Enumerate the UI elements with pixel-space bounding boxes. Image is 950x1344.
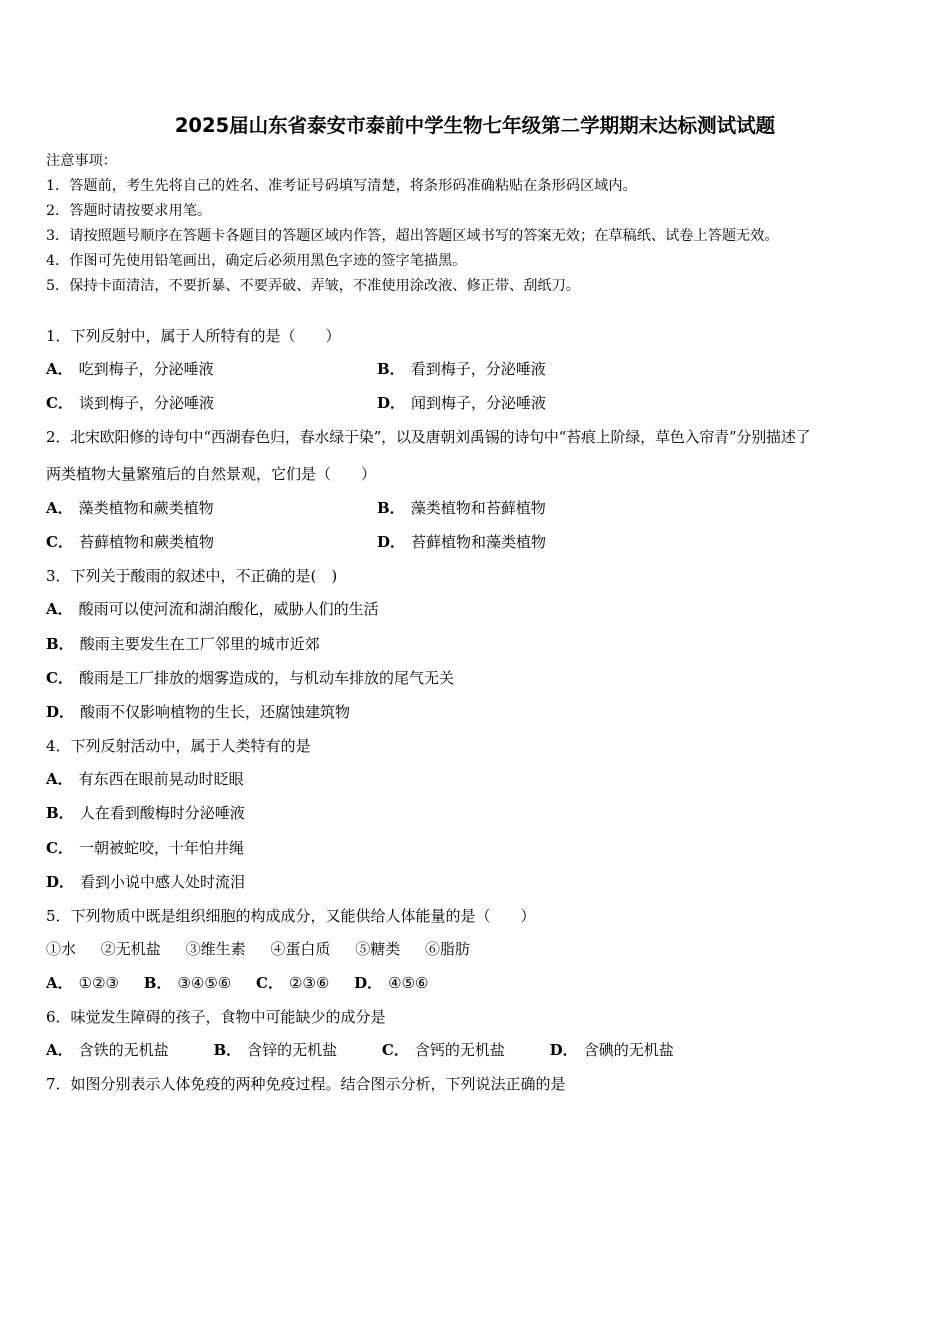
substance-item: ⑥脂肪	[424, 940, 470, 958]
question-stem: 5．下列物质中既是组织细胞的构成成分，又能供给人体能量的是（ ）	[46, 907, 536, 925]
option-d: D． 苔藓植物和藻类植物	[377, 533, 547, 551]
option-b: B． ③④⑤⑥	[143, 974, 232, 992]
option-c: C． 一朝被蛇咬，十年怕井绳	[46, 839, 244, 857]
notice-heading: 注意事项：	[46, 153, 117, 169]
substance-item: ②无机盐	[100, 940, 161, 958]
question-stem: 3．下列关于酸雨的叙述中，不正确的是( )	[46, 567, 338, 585]
question-stem: 6．味觉发生障碍的孩子，食物中可能缺少的成分是	[46, 1008, 386, 1026]
question-stem: 2．北宋欧阳修的诗句中“西湖春色归，春水绿于染”，以及唐朝刘禹锡的诗句中“苔痕上阶绿，草色入帘青”分别描述了	[46, 428, 811, 446]
option-a: A． 含铁的无机盐	[46, 1041, 169, 1059]
option-a: A． 有东西在眼前晃动时眨眼	[46, 770, 244, 788]
substance-item: ⑤糖类	[355, 940, 401, 958]
option-d: D． 闻到梅子，分泌唾液	[377, 394, 547, 412]
option-a: A． 吃到梅子，分泌唾液	[46, 360, 214, 378]
option-c: C． 谈到梅子，分泌唾液	[46, 394, 214, 412]
option-d: D． 看到小说中感人处时流泪	[46, 873, 246, 891]
option-b: B． 含锌的无机盐	[213, 1041, 338, 1059]
option-a: A． ①②③	[46, 974, 119, 992]
option-b: B． 人在看到酸梅时分泌唾液	[46, 804, 245, 822]
notice-item: 5．保持卡面清洁，不要折暴、不要弄破、弄皱，不准使用涂改液、修正带、刮纸刀。	[46, 278, 580, 294]
question-stem: 4．下列反射活动中，属于人类特有的是	[46, 737, 311, 755]
question-stem-continued: 两类植物大量繁殖后的自然景观，它们是（ ）	[46, 465, 377, 483]
notice-item: 2．答题时请按要求用笔。	[46, 203, 212, 219]
option-b: B． 看到梅子，分泌唾液	[377, 360, 546, 378]
option-c: C． 酸雨是工厂排放的烟雾造成的，与机动车排放的尾气无关	[46, 669, 454, 687]
notice-item: 4．作图可先使用铅笔画出，确定后必须用黑色字迹的签字笔描黑。	[46, 253, 467, 269]
option-a: A． 酸雨可以使河流和湖泊酸化，威胁人们的生活	[46, 600, 379, 618]
option-d: D． 含碘的无机盐	[549, 1041, 674, 1059]
exam-title: 2025届山东省泰安市泰前中学生物七年级第二学期期末达标测试试题	[174, 114, 776, 137]
substance-item: ④蛋白质	[270, 940, 331, 958]
option-b: B． 酸雨主要发生在工厂邻里的城市近郊	[46, 635, 320, 653]
option-a: A． 藻类植物和蕨类植物	[46, 499, 214, 517]
question-stem: 7．如图分别表示人体免疫的两种免疫过程。结合图示分析，下列说法正确的是	[46, 1075, 566, 1093]
option-c: C． 含钙的无机盐	[381, 1041, 505, 1059]
substance-item: ①水	[46, 940, 77, 958]
option-b: B． 藻类植物和苔藓植物	[377, 499, 546, 517]
notice-item: 3．请按照题号顺序在答题卡各题目的答题区域内作答，超出答题区域书写的答案无效；在草稿纸、试卷上答题无效。	[46, 228, 779, 244]
notice-item: 1．答题前，考生先将自己的姓名、准考证号码填写清楚，将条形码准确粘贴在条形码区域内。	[46, 178, 637, 194]
option-d: D． ④⑤⑥	[354, 974, 429, 992]
option-d: D． 酸雨不仅影响植物的生长，还腐蚀建筑物	[46, 703, 351, 721]
substance-list	[46, 939, 470, 959]
option-row	[46, 1040, 674, 1060]
question-stem: 1．下列反射中，属于人所特有的是（ ）	[46, 327, 341, 345]
option-c: C． 苔藓植物和蕨类植物	[46, 533, 214, 551]
option-row	[46, 973, 428, 993]
substance-item: ③维生素	[185, 940, 246, 958]
option-c: C． ②③⑥	[256, 974, 330, 992]
